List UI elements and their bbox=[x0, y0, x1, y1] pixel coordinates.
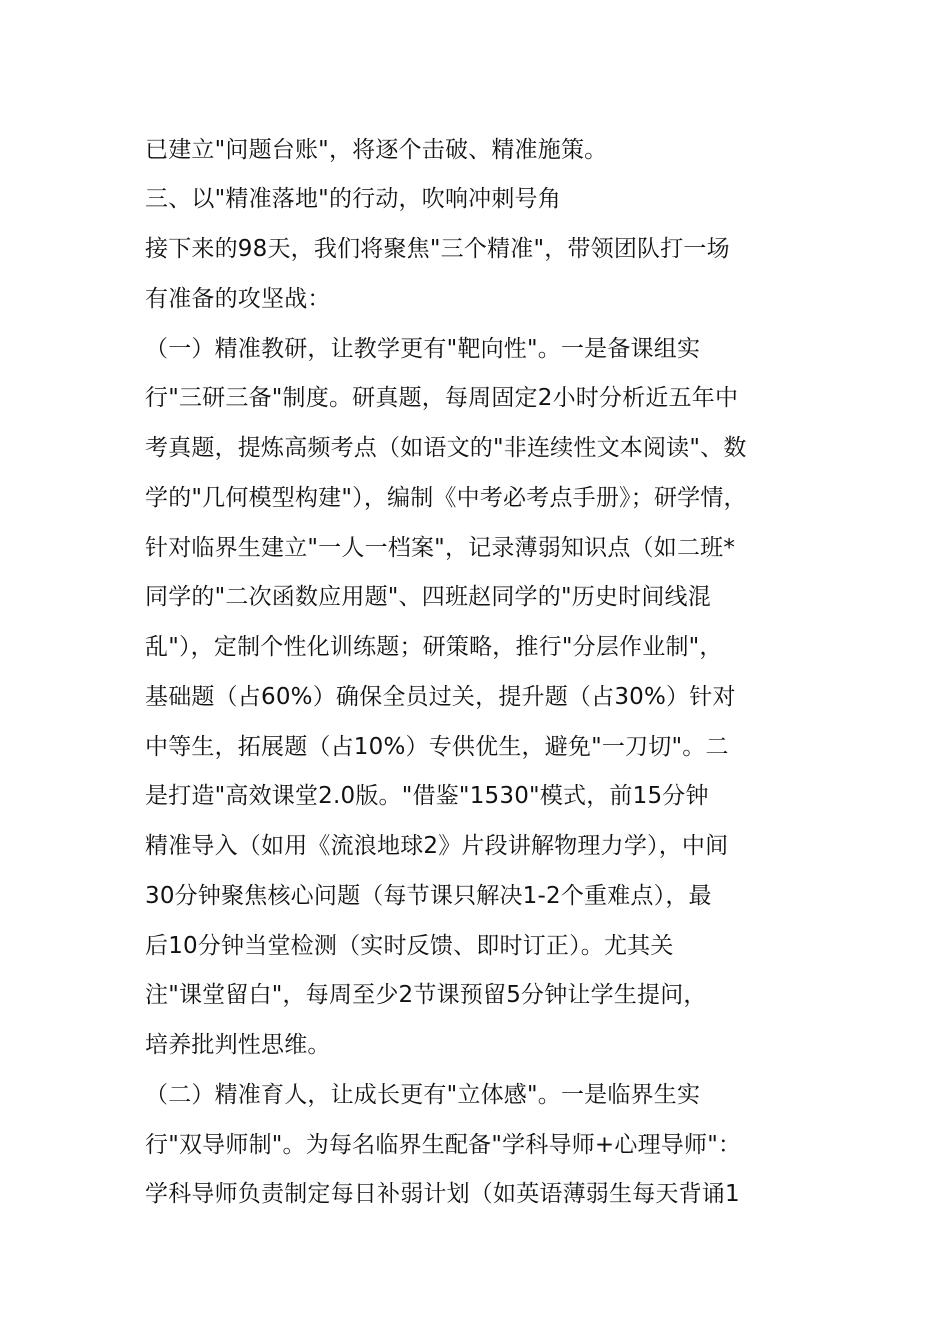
text-line: 乱"），定制个性化训练题；研策略，推行"分层作业制"， bbox=[145, 634, 723, 660]
text-line: 30分钟聚焦核心问题（每节课只解决1-2个重难点），最 bbox=[145, 883, 712, 909]
text-line: （一）精准教研，让教学更有"靶向性"。一是备课组实 bbox=[145, 336, 701, 362]
text-line: 同学的"二次函数应用题"、四班赵同学的"历史时间线混 bbox=[145, 584, 711, 610]
text-line: 基础题（占60%）确保全员过关，提升题（占30%）针对 bbox=[145, 684, 736, 710]
text-line: 有准备的攻坚战： bbox=[145, 286, 331, 312]
text-line: 学科导师负责制定每日补弱计划（如英语薄弱生每天背诵1 bbox=[145, 1181, 740, 1207]
text-line: 考真题，提炼高频考点（如语文的"非连续性文本阅读"、数 bbox=[145, 435, 747, 461]
text-line: 精准导入（如用《流浪地球2》片段讲解物理力学），中间 bbox=[145, 833, 729, 859]
text-line: （二）精准育人，让成长更有"立体感"。一是临界生实 bbox=[145, 1082, 701, 1108]
text-line: 培养批判性思维。 bbox=[145, 1032, 331, 1058]
text-line: 行"双导师制"。为每名临界生配备"学科导师+心理导师"： bbox=[145, 1132, 742, 1158]
text-line: 行"三研三备"制度。研真题，每周固定2小时分析近五年中 bbox=[145, 385, 739, 411]
text-line: 是打造"高效课堂2.0版。"借鉴"1530"模式，前15分钟 bbox=[145, 783, 709, 809]
text-line: 学的"几何模型构建"），编制《中考必考点手册》；研学情， bbox=[145, 485, 747, 511]
text-line: 针对临界生建立"一人一档案"，记录薄弱知识点（如二班* bbox=[145, 535, 736, 561]
text-line: 中等生，拓展题（占10%）专供优生，避免"一刀切"。二 bbox=[145, 734, 729, 760]
text-line: 接下来的98天，我们将聚焦"三个精准"，带领团队打一场 bbox=[145, 236, 730, 262]
section-heading: 三、以"精准落地"的行动，吹响冲刺号角 bbox=[145, 186, 561, 212]
text-line: 已建立"问题台账"，将逐个击破、精准施策。 bbox=[145, 137, 608, 163]
text-line: 后10分钟当堂检测（实时反馈、即时订正）。尤其关 bbox=[145, 933, 674, 959]
text-line: 注"课堂留白"，每周至少2节课预留5分钟让学生提问， bbox=[145, 982, 707, 1008]
